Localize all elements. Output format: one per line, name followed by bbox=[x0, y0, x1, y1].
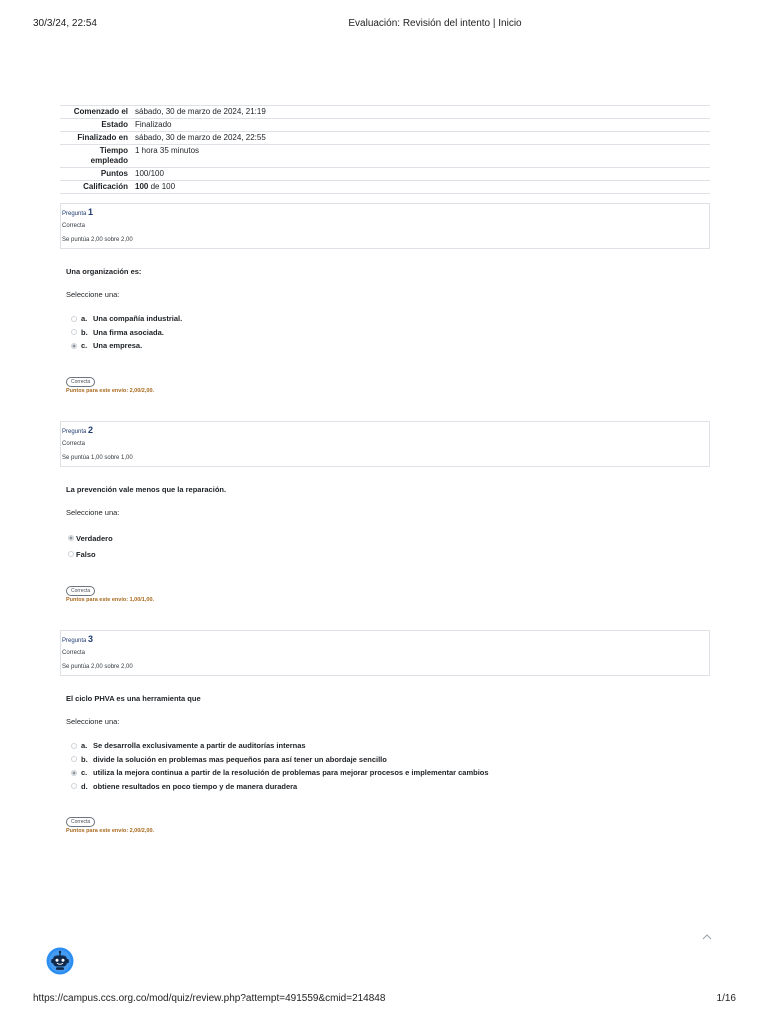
summary-row-finished bbox=[60, 132, 710, 145]
summary-label: Tiempo empleado bbox=[90, 146, 128, 165]
question-content bbox=[60, 485, 710, 604]
question-1 bbox=[60, 203, 710, 395]
option-text: divide la solución en problemas mas pequeños para así tener un abordaje sencillo bbox=[93, 754, 387, 764]
radio-button[interactable] bbox=[71, 783, 77, 789]
radio-button[interactable] bbox=[71, 756, 77, 762]
answer-prompt: Seleccione una: bbox=[66, 508, 120, 517]
question-text: Una organización es: bbox=[66, 267, 142, 276]
option-text: Se desarrolla exclusivamente a partir de auditorías internas bbox=[93, 741, 306, 751]
option-text: Una compañía industrial. bbox=[93, 314, 183, 324]
answer-option[interactable] bbox=[66, 739, 710, 753]
summary-row-time-taken bbox=[60, 145, 710, 168]
question-number-heading bbox=[62, 632, 707, 646]
question-info bbox=[60, 203, 710, 249]
radio-button[interactable] bbox=[71, 316, 77, 322]
scroll-top-button[interactable] bbox=[702, 933, 712, 940]
summary-value: 100/100 bbox=[135, 169, 164, 178]
question-content bbox=[60, 694, 710, 835]
question-grade: Se puntúa 1,00 sobre 1,00 bbox=[62, 455, 133, 461]
answer-options bbox=[66, 312, 710, 353]
radio-button[interactable] bbox=[71, 743, 77, 749]
option-text: Verdadero bbox=[76, 533, 113, 543]
print-header-datetime: 30/3/24, 22:54 bbox=[33, 18, 97, 29]
question-number-label: Pregunta bbox=[62, 638, 87, 644]
chevron-up-icon bbox=[702, 933, 712, 940]
correct-badge: Correcta bbox=[66, 377, 95, 387]
summary-row-grade bbox=[60, 181, 710, 194]
question-info bbox=[60, 630, 710, 676]
question-info bbox=[60, 421, 710, 467]
print-header-title: Evaluación: Revisión del intento | Inicio bbox=[348, 18, 522, 29]
grade-value: 100 bbox=[135, 182, 149, 191]
chatbot-icon bbox=[46, 947, 74, 975]
question-grade: Se puntúa 2,00 sobre 2,00 bbox=[62, 664, 133, 670]
question-text: La prevención vale menos que la reparación. bbox=[66, 485, 227, 494]
answer-option[interactable] bbox=[66, 312, 710, 326]
answer-option[interactable] bbox=[66, 753, 710, 767]
option-letter: b. bbox=[81, 327, 88, 337]
question-number: 2 bbox=[88, 425, 94, 435]
option-letter: d. bbox=[81, 781, 88, 791]
question-grade: Se puntúa 2,00 sobre 2,00 bbox=[62, 237, 133, 243]
answer-option-false[interactable] bbox=[66, 546, 710, 562]
grade-out-of: de 100 bbox=[150, 182, 176, 191]
question-state: Correcta bbox=[62, 441, 86, 447]
question-state: Correcta bbox=[62, 223, 86, 229]
option-letter: c. bbox=[81, 768, 88, 778]
option-text: Una empresa. bbox=[93, 341, 143, 351]
summary-value: 1 hora 35 minutos bbox=[135, 146, 200, 155]
question-number-heading bbox=[62, 423, 707, 437]
question-number: 3 bbox=[88, 634, 94, 644]
option-text: obtiene resultados en poco tiempo y de manera duradera bbox=[93, 781, 298, 791]
answer-option-true[interactable] bbox=[66, 530, 710, 546]
question-3 bbox=[60, 630, 710, 835]
option-text: utiliza la mejora continua a partir de la resolución de problemas para mejorar procesos e implementar cambios bbox=[93, 768, 489, 778]
answer-options bbox=[66, 530, 710, 562]
question-number-label: Pregunta bbox=[62, 211, 87, 217]
chatbot-button[interactable] bbox=[46, 947, 74, 975]
attempt-summary-table bbox=[60, 105, 710, 194]
summary-value: sábado, 30 de marzo de 2024, 22:55 bbox=[135, 133, 266, 142]
summary-label: Calificación bbox=[83, 182, 128, 191]
answer-prompt: Seleccione una: bbox=[66, 290, 120, 299]
summary-label: Finalizado en bbox=[77, 133, 128, 142]
question-content bbox=[60, 267, 710, 395]
print-footer-page-number: 1/16 bbox=[716, 993, 736, 1004]
option-letter: c. bbox=[81, 341, 88, 351]
summary-label: Puntos bbox=[100, 169, 128, 178]
correct-badge: Correcta bbox=[66, 586, 95, 596]
points-outcome: Puntos para este envío: 2,00/2,00. bbox=[66, 387, 155, 394]
option-letter: b. bbox=[81, 754, 88, 764]
points-outcome: Puntos para este envío: 2,00/2,00. bbox=[66, 828, 155, 834]
summary-label: Comenzado el bbox=[73, 107, 128, 116]
radio-button[interactable] bbox=[71, 770, 77, 776]
question-number: 1 bbox=[88, 207, 94, 217]
answer-option[interactable] bbox=[66, 326, 710, 340]
answer-options bbox=[66, 739, 710, 793]
option-text: Una firma asociada. bbox=[93, 327, 164, 337]
summary-value: sábado, 30 de marzo de 2024, 21:19 bbox=[135, 107, 266, 116]
answer-prompt: Seleccione una: bbox=[66, 717, 120, 726]
answer-option[interactable] bbox=[66, 766, 710, 780]
question-2 bbox=[60, 421, 710, 604]
summary-value: Finalizado bbox=[135, 120, 172, 129]
radio-button[interactable] bbox=[71, 343, 77, 349]
question-text: El ciclo PHVA es una herramienta que bbox=[66, 694, 201, 703]
summary-row-marks bbox=[60, 168, 710, 181]
correct-badge: Correcta bbox=[66, 817, 95, 827]
question-number-heading bbox=[62, 205, 707, 219]
question-number-label: Pregunta bbox=[62, 429, 87, 435]
summary-row-state bbox=[60, 119, 710, 132]
print-footer-url: https://campus.ccs.org.co/mod/quiz/review.php?attempt=491559&cmid=214848 bbox=[33, 993, 386, 1004]
answer-option[interactable] bbox=[66, 339, 710, 353]
option-letter: a. bbox=[81, 741, 88, 751]
summary-label: Estado bbox=[101, 120, 128, 129]
summary-row-started bbox=[60, 106, 710, 119]
radio-button[interactable] bbox=[68, 551, 74, 557]
summary-value bbox=[135, 182, 175, 192]
answer-option[interactable] bbox=[66, 780, 710, 794]
question-state: Correcta bbox=[62, 650, 86, 656]
points-outcome: Puntos para este envío: 1,00/1,00. bbox=[66, 597, 155, 603]
radio-button[interactable] bbox=[68, 535, 74, 541]
radio-button[interactable] bbox=[71, 329, 77, 335]
option-letter: a. bbox=[81, 314, 88, 324]
option-text: Falso bbox=[76, 549, 96, 559]
